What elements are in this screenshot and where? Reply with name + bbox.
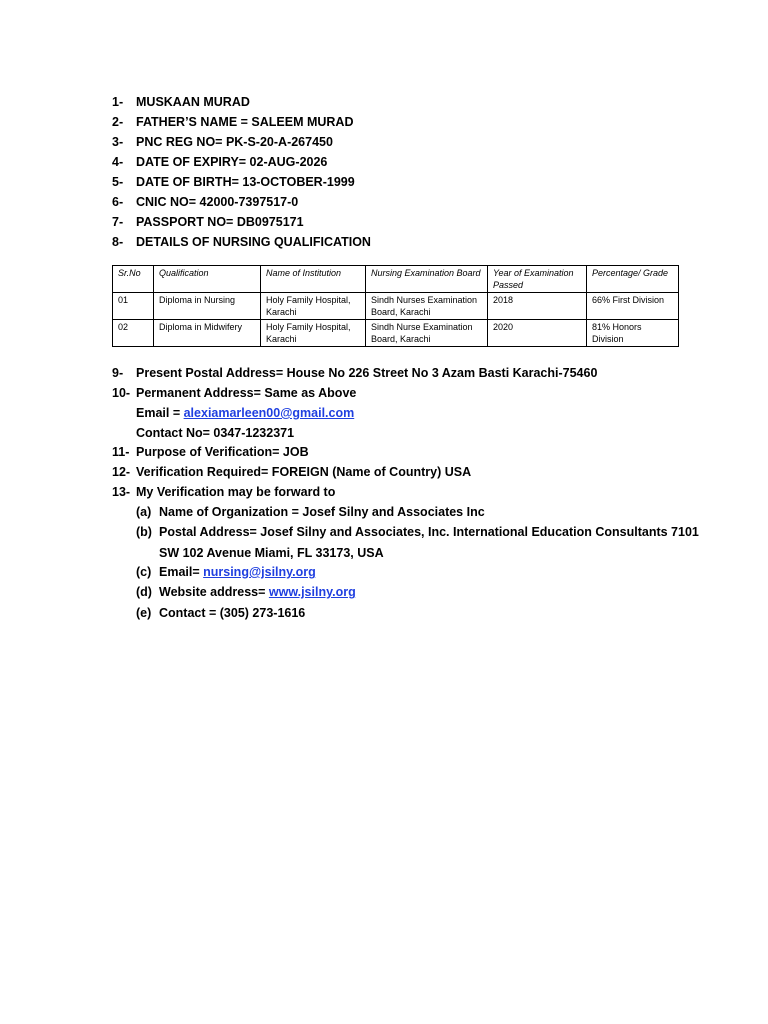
permanent-address: Permanent Address= Same as Above xyxy=(136,386,357,400)
verification-required: Verification Required= FOREIGN (Name of Country) USA xyxy=(136,465,472,479)
list-number: 5- xyxy=(112,175,124,189)
table-cell: Holy Family Hospital, Karachi xyxy=(261,293,366,320)
organization-postal-address-line2: SW 102 Avenue Miami, FL 33173, USA xyxy=(159,546,384,560)
table-cell: 2018 xyxy=(488,293,587,320)
column-header: Name of Institution xyxy=(261,266,366,293)
list-number: 12- xyxy=(112,465,131,479)
organization-email-label: Email= xyxy=(159,565,204,579)
forward-heading: My Verification may be forward to xyxy=(136,485,336,499)
column-header: Nursing Examination Board xyxy=(366,266,488,293)
list-number: 1- xyxy=(112,95,124,109)
date-of-expiry: DATE OF EXPIRY= 02-AUG-2026 xyxy=(136,155,328,169)
list-number: 10- xyxy=(112,386,131,400)
list-number: 6- xyxy=(112,195,124,209)
organization-website-text xyxy=(159,582,356,602)
list-number: 13- xyxy=(112,485,131,499)
organization-postal-address-line1: Postal Address= Josef Silny and Associates, Inc. International Education Consultants 7101 xyxy=(159,525,699,539)
list-number: 4- xyxy=(112,155,124,169)
table-cell: 2020 xyxy=(488,320,587,347)
pnc-reg-no: PNC REG NO= PK-S-20-A-267450 xyxy=(136,135,333,149)
passport-no: PASSPORT NO= DB0975171 xyxy=(136,215,304,229)
table-header-row xyxy=(113,266,679,293)
table-row xyxy=(113,320,679,347)
father-name: FATHER’S NAME = SALEEM MURAD xyxy=(136,115,354,129)
email-link[interactable]: alexiamarleen00@gmail.com xyxy=(183,406,355,420)
table-cell: Sindh Nurse Examination Board, Karachi xyxy=(366,320,488,347)
organization-website-link[interactable]: www.jsilny.org xyxy=(268,585,356,599)
list-number: 2- xyxy=(112,115,124,129)
organization-name: Name of Organization = Josef Silny and Associates Inc xyxy=(159,505,485,519)
organization-website-label: Website address= xyxy=(159,585,269,599)
sub-list-marker: (c) xyxy=(136,565,152,579)
list-number: 3- xyxy=(112,135,124,149)
table-row xyxy=(113,293,679,320)
column-header: Year of Examination Passed xyxy=(488,266,587,293)
qualification-table xyxy=(112,265,679,347)
present-address: Present Postal Address= House No 226 Street No 3 Azam Basti Karachi-75460 xyxy=(136,366,598,380)
list-number: 9- xyxy=(112,366,124,380)
date-of-birth: DATE OF BIRTH= 13-OCTOBER-1999 xyxy=(136,175,355,189)
table-cell: 66% First Division xyxy=(587,293,679,320)
organization-email-text xyxy=(159,562,316,582)
table-cell: 02 xyxy=(113,320,154,347)
candidate-name: MUSKAAN MURAD xyxy=(136,95,250,109)
column-header: Sr.No xyxy=(113,266,154,293)
table-cell: 81% Honors Division xyxy=(587,320,679,347)
list-number: 11- xyxy=(112,445,130,459)
email-label: Email = xyxy=(136,406,184,420)
column-header: Qualification xyxy=(154,266,261,293)
table-cell: Holy Family Hospital, Karachi xyxy=(261,320,366,347)
sub-list-marker: (b) xyxy=(136,525,152,539)
table-cell: 01 xyxy=(113,293,154,320)
table-cell: Diploma in Nursing xyxy=(154,293,261,320)
table-cell: Diploma in Midwifery xyxy=(154,320,261,347)
table-cell: Sindh Nurses Examination Board, Karachi xyxy=(366,293,488,320)
sub-list-marker: (d) xyxy=(136,585,152,599)
organization-email-link[interactable]: nursing@jsilny.org xyxy=(203,565,316,579)
purpose-of-verification: Purpose of Verification= JOB xyxy=(136,445,309,459)
email-text xyxy=(136,403,354,423)
list-number: 8- xyxy=(112,235,124,249)
qualification-heading: DETAILS OF NURSING QUALIFICATION xyxy=(136,235,371,249)
organization-contact: Contact = (305) 273-1616 xyxy=(159,606,306,620)
column-header: Percentage/ Grade xyxy=(587,266,679,293)
sub-list-marker: (a) xyxy=(136,505,152,519)
contact-number: Contact No= 0347-1232371 xyxy=(136,426,295,440)
list-number: 7- xyxy=(112,215,124,229)
sub-list-marker: (e) xyxy=(136,606,152,620)
cnic-no: CNIC NO= 42000-7397517-0 xyxy=(136,195,299,209)
